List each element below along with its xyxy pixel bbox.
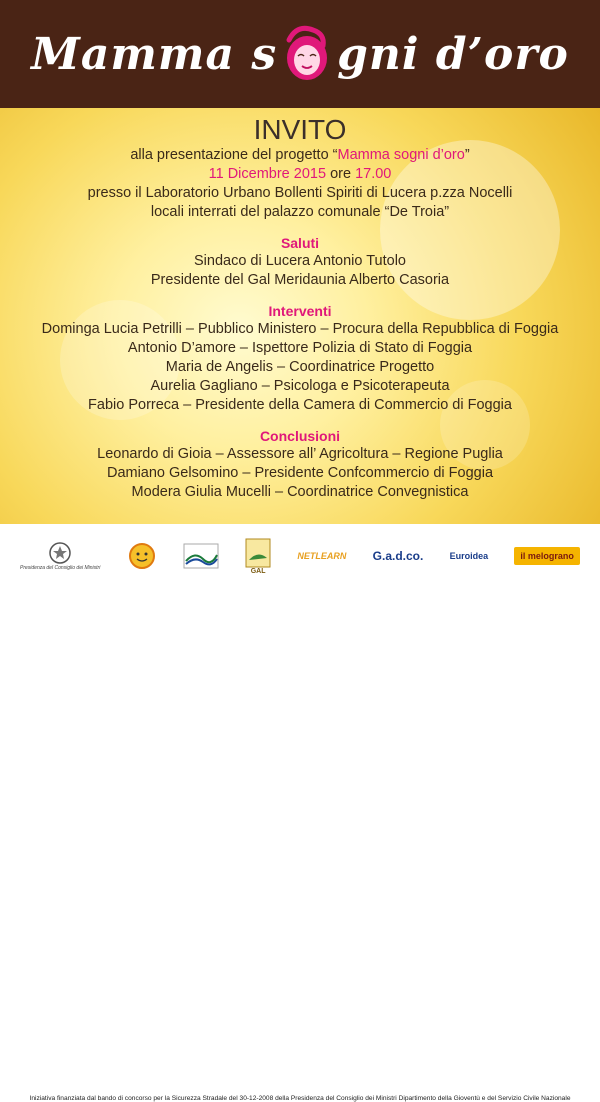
sponsor-gal: GAL <box>245 538 271 575</box>
funding-note: Iniziativa finanziata dal bando di concorso per la Sicurezza Stradale del 30-12-2008 della Presidenza del Consiglio dei Ministri Dipartimento della Gioventù e del Servizio Civile Nazionale <box>29 1095 571 1102</box>
smiling-face-icon <box>279 22 335 86</box>
emblem-icon <box>49 541 71 565</box>
date-line: 11 Dicembre 2015 ore 17.00 <box>208 166 392 182</box>
list-item: Antonio D’amore – Ispettore Polizia di Stato di Foggia <box>127 340 473 356</box>
project-name: Mamma sogni d’oro <box>337 147 465 163</box>
logo-title <box>31 22 569 86</box>
list-item: Presidente del Gal Meridaunia Alberto Casoria <box>150 272 450 288</box>
invite-heading: INVITO <box>253 114 347 145</box>
sponsor-euroidea: Euroidea <box>449 551 489 561</box>
list-item: Leonardo di Gioia – Assessore all’ Agricoltura – Regione Puglia <box>97 446 503 462</box>
list-item: Dominga Lucia Petrilli – Pubblico Ministero – Procura della Repubblica di Foggia <box>41 321 559 337</box>
sponsor-logos <box>20 530 580 582</box>
sponsor-wave <box>183 543 219 569</box>
section-title-saluti: Saluti <box>280 235 320 251</box>
section-title-conclusioni: Conclusioni <box>259 428 341 444</box>
event-time: 17.00 <box>355 166 392 182</box>
list-item: Fabio Porreca – Presidente della Camera di Commercio di Foggia <box>88 397 512 413</box>
sponsor-melograno: il melograno <box>514 547 580 565</box>
header-banner <box>0 0 600 108</box>
invitation-content <box>0 112 600 502</box>
sun-smiley-icon <box>127 541 157 571</box>
sponsor-bar <box>0 524 600 1102</box>
sponsor-gadco: G.a.d.co. <box>372 549 424 563</box>
event-date: 11 Dicembre 2015 <box>208 166 327 182</box>
gal-logo-icon <box>245 538 271 568</box>
sponsor-smiley <box>127 541 157 571</box>
sponsor-presidenza: Presidenza del Consiglio dei Ministri <box>20 541 100 571</box>
list-item: Sindaco di Lucera Antonio Tutolo <box>193 253 406 269</box>
venue-line-2: locali interrati del palazzo comunale “De Troia” <box>150 204 450 220</box>
list-item: Maria de Angelis – Coordinatrice Progetto <box>165 359 435 375</box>
presentation-line: alla presentazione del progetto “Mamma sogni d’oro” <box>130 147 470 163</box>
list-item: Modera Giulia Mucelli – Coordinatrice Convegnistica <box>131 484 469 500</box>
venue-line-1: presso il Laboratorio Urbano Bollenti Spiriti di Lucera p.zza Nocelli <box>87 185 513 201</box>
wave-logo-icon <box>183 543 219 569</box>
logo-title-part2: gni d’oro <box>337 28 569 80</box>
logo-title-part1: Mamma s <box>31 28 278 80</box>
sponsor-netlearn: NETLEARN <box>297 551 347 561</box>
list-item: Aurelia Gagliano – Psicologa e Psicoterapeuta <box>150 378 450 394</box>
section-title-interventi: Interventi <box>268 303 332 319</box>
list-item: Damiano Gelsomino – Presidente Confcommercio di Foggia <box>106 465 494 481</box>
